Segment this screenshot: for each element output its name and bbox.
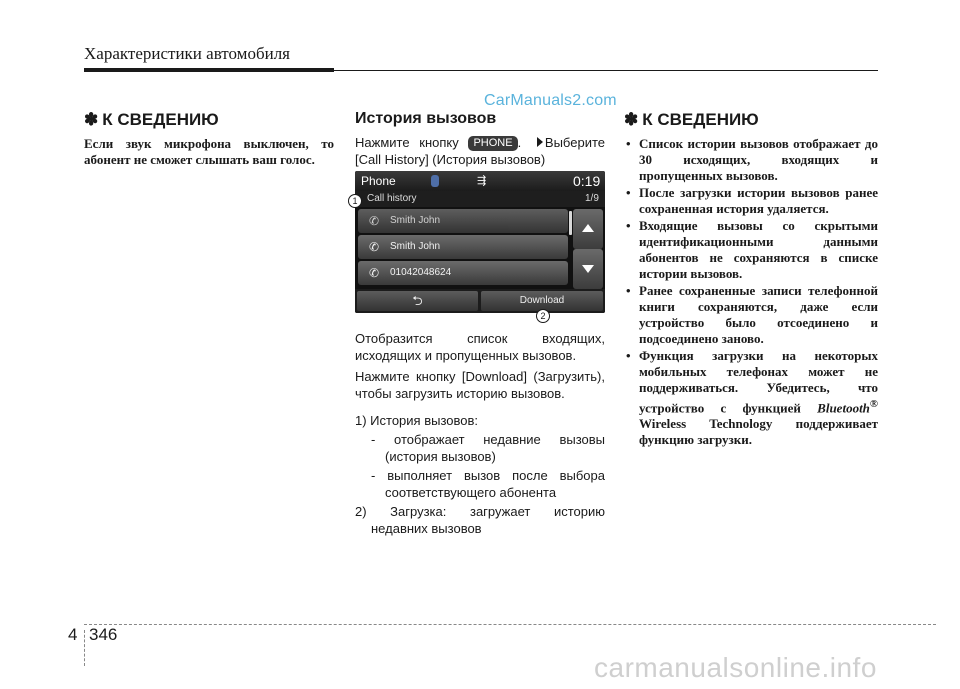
call-list-item-label: 01042048624 <box>390 267 452 278</box>
scroll-up-button[interactable] <box>573 209 603 249</box>
list-item: • Список истории вызовов отображает до 30 исходящих, входящих и пропущенных вызовов. <box>626 136 878 183</box>
back-button[interactable]: ⮌ <box>357 291 478 311</box>
call-history-section <box>355 110 605 168</box>
phone-handset-icon: ✆ <box>369 214 380 228</box>
arrow-right-icon <box>537 137 543 147</box>
left-note-heading-text: К СВЕДЕНИЮ <box>102 110 219 129</box>
page-number: 346 <box>89 625 118 644</box>
scrollbar-thumb[interactable] <box>569 211 572 235</box>
phone-handset-icon: ✆ <box>369 240 380 254</box>
header-rule-thick <box>84 68 334 72</box>
description-paragraph: Отобразится список входящих, исходящих и пропущенных вызовов. <box>355 331 605 363</box>
bluetooth-brand-text: Bluetooth <box>817 400 870 416</box>
screen-clock: 0:19 <box>573 173 601 189</box>
right-note-heading <box>624 110 878 130</box>
footer-divider <box>84 624 936 625</box>
right-note-list <box>624 136 878 448</box>
footer-vertical-divider <box>84 630 85 666</box>
right-note-heading-text: К СВЕДЕНИЮ <box>642 110 759 129</box>
list-subitem: - отображает недавние вызовы (история вызовов) <box>371 432 605 464</box>
callout-2: 2 <box>536 309 550 323</box>
screen-subheader <box>355 191 605 207</box>
call-list-item[interactable] <box>358 235 568 259</box>
section-number: 4 <box>68 625 78 644</box>
screen-header <box>355 171 605 191</box>
registered-mark: ® <box>869 398 879 410</box>
screen-footer <box>355 289 605 313</box>
list-item-1: 1) История вызовов: <box>355 413 478 428</box>
asterisk-icon: ✽ <box>624 110 639 129</box>
phone-screen-illustration <box>355 171 605 313</box>
intro-text: Нажмите кнопку PHONE . Выберите [Call History] (История вызовов) <box>355 135 605 167</box>
header-rule-thin <box>334 70 878 71</box>
watermark-top: CarManuals2.com <box>484 92 617 109</box>
left-note <box>84 110 334 168</box>
triangle-down-icon <box>582 265 594 273</box>
call-list-item[interactable] <box>358 261 568 285</box>
left-note-heading <box>84 110 334 130</box>
middle-description <box>355 330 605 537</box>
scroll-down-button[interactable] <box>573 249 603 289</box>
usb-icon: ⇶ <box>477 175 487 187</box>
list-item: • Ранее сохраненные записи телефонной книги сохраняются, даже если устройство было отсоединено и подсоединено заново. <box>626 283 878 346</box>
download-button[interactable]: Download <box>481 291 603 311</box>
running-header: Характеристики автомобиля <box>84 44 290 63</box>
phone-button-icon: PHONE <box>468 136 517 151</box>
list-item-2: 2) Загрузка: загружает историю недавних вызовов <box>355 504 605 536</box>
list-subitem: - выполняет вызов после выбора соответствующего абонента <box>371 468 605 500</box>
call-list-item-label: Smith John <box>390 215 441 226</box>
bluetooth-icon <box>431 175 439 187</box>
right-note <box>624 110 878 449</box>
list-item: • Функция загрузки на некоторых мобильных телефонах может не поддерживаться. Убедитесь, что устройство с функцией Bluetooth® Wireless Technology поддерживает функцию загрузки. <box>626 348 879 448</box>
callout-1: 1 <box>348 194 362 208</box>
section-title: История вызовов <box>355 110 497 127</box>
screen-subtitle: Call history <box>367 193 417 204</box>
screen-app-title: Phone <box>361 174 396 188</box>
triangle-up-icon <box>582 224 594 232</box>
watermark-bottom: carmanualsonline.info <box>594 652 877 683</box>
call-list-item-label: Smith John <box>390 241 441 252</box>
screen-page-indicator: 1/9 <box>585 193 599 204</box>
left-note-text: Если звук микрофона выключен, то абонент не сможет слышать ваш голос. <box>84 136 334 167</box>
call-list-item[interactable] <box>358 209 568 233</box>
asterisk-icon: ✽ <box>84 110 99 129</box>
phone-handset-icon: ✆ <box>369 266 380 280</box>
list-item: • Входящие вызовы со скрытыми идентификационными данными абонентов не сохраняются в списке истории вызовов. <box>626 218 878 281</box>
list-item: • После загрузки истории вызовов ранее сохраненная история удаляется. <box>626 185 878 216</box>
description-paragraph: Нажмите кнопку [Download] (Загрузить), чтобы загрузить историю вызовов. <box>355 369 605 401</box>
